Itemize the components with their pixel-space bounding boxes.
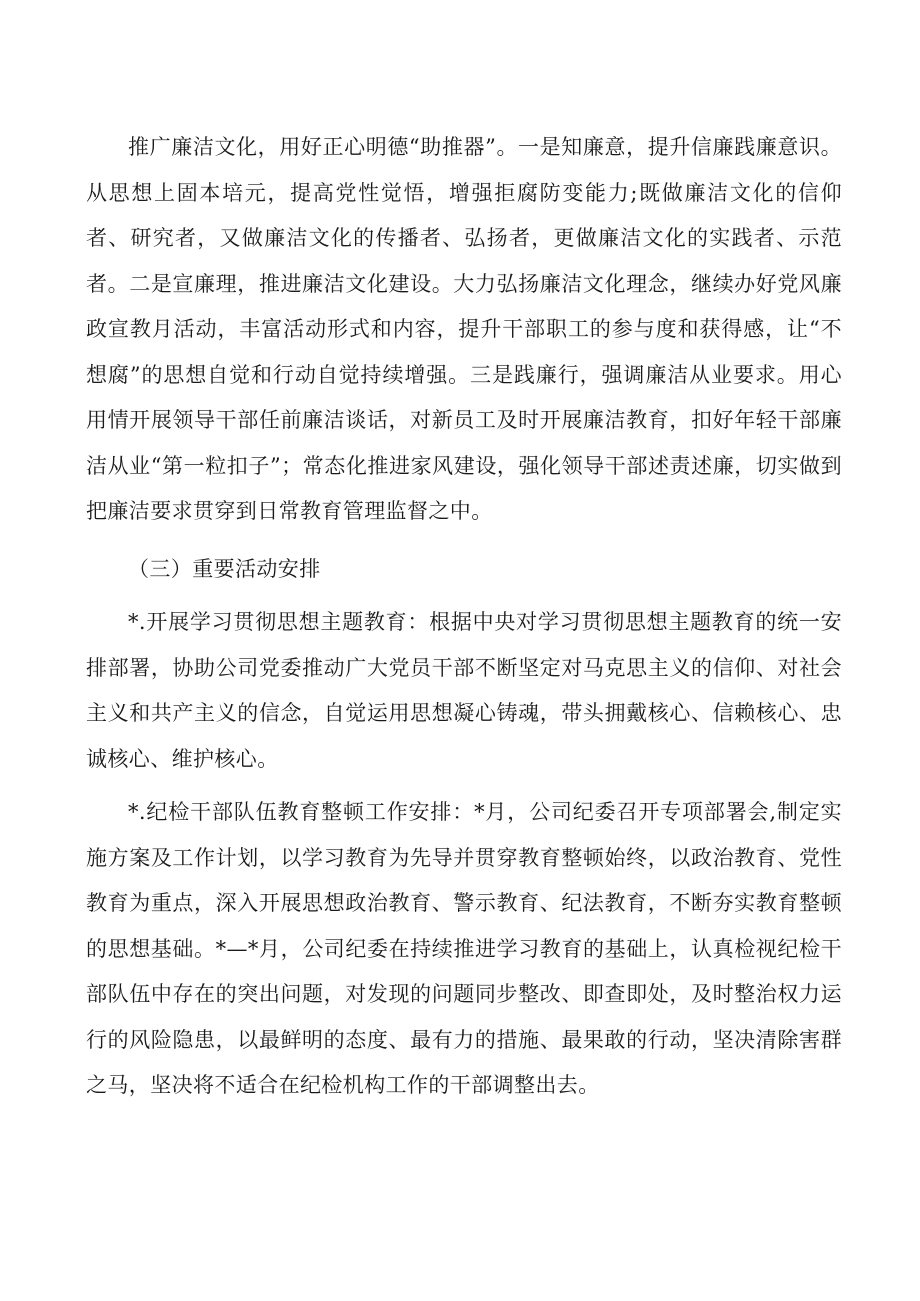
section-heading-activities: （三）重要活动安排 bbox=[128, 556, 321, 581]
paragraph-theme-education: *.开展学习贯彻思想主题教育：根据中央对学习贯彻思想主题教育的统一安排部署，协助公司党委推动广大党员干部不断坚定对马克思主义的信仰、对社会主义和共产主义的信念，自觉运用思想凝心铸魂，带头拥戴核心、信赖核心、忠诚核心、维护核心。 bbox=[86, 610, 842, 771]
document-body bbox=[86, 125, 842, 1109]
paragraph-integrity-culture: 推广廉洁文化，用好正心明德“助推器”。一是知廉意，提升信廉践廉意识。从思想上固本培元，提高党性觉悟，增强拒腐防变能力;既做廉洁文化的信仰者、研究者，又做廉洁文化的传播者、弘扬者，更做廉洁文化的实践者、示范者。二是宣廉理，推进廉洁文化建设。大力弘扬廉洁文化理念，继续办好党风廉政宣教月活动，丰富活动形式和内容，提升干部职工的参与度和获得感，让“不想腐”的思想自觉和行动自觉持续增强。三是践廉行，强调廉洁从业要求。用心用情开展领导干部任前廉洁谈话，对新员工及时开展廉洁教育，扣好年轻干部廉洁从业“第一粒扣子”；常态化推进家风建设，强化领导干部述责述廉，切实做到把廉洁要求贯穿到日常教育管理监督之中。 bbox=[86, 135, 842, 523]
paragraph-inspection-team-rectification: *.纪检干部队伍教育整顿工作安排：*月，公司纪委召开专项部署会,制定实施方案及工作计划，以学习教育为先导并贯穿教育整顿始终，以政治教育、党性教育为重点，深入开展思想政治教育、警示教育、纪法教育，不断夯实教育整顿的思想基础。*—*月，公司纪委在持续推进学习教育的基础上，认真检视纪检干部队伍中存在的突出问题，对发现的问题同步整改、即查即处，及时整治权力运行的风险隐患，以最鲜明的态度、最有力的措施、最果敢的行动，坚决清除害群之马，坚决将不适合在纪检机构工作的干部调整出去。 bbox=[86, 800, 842, 1097]
